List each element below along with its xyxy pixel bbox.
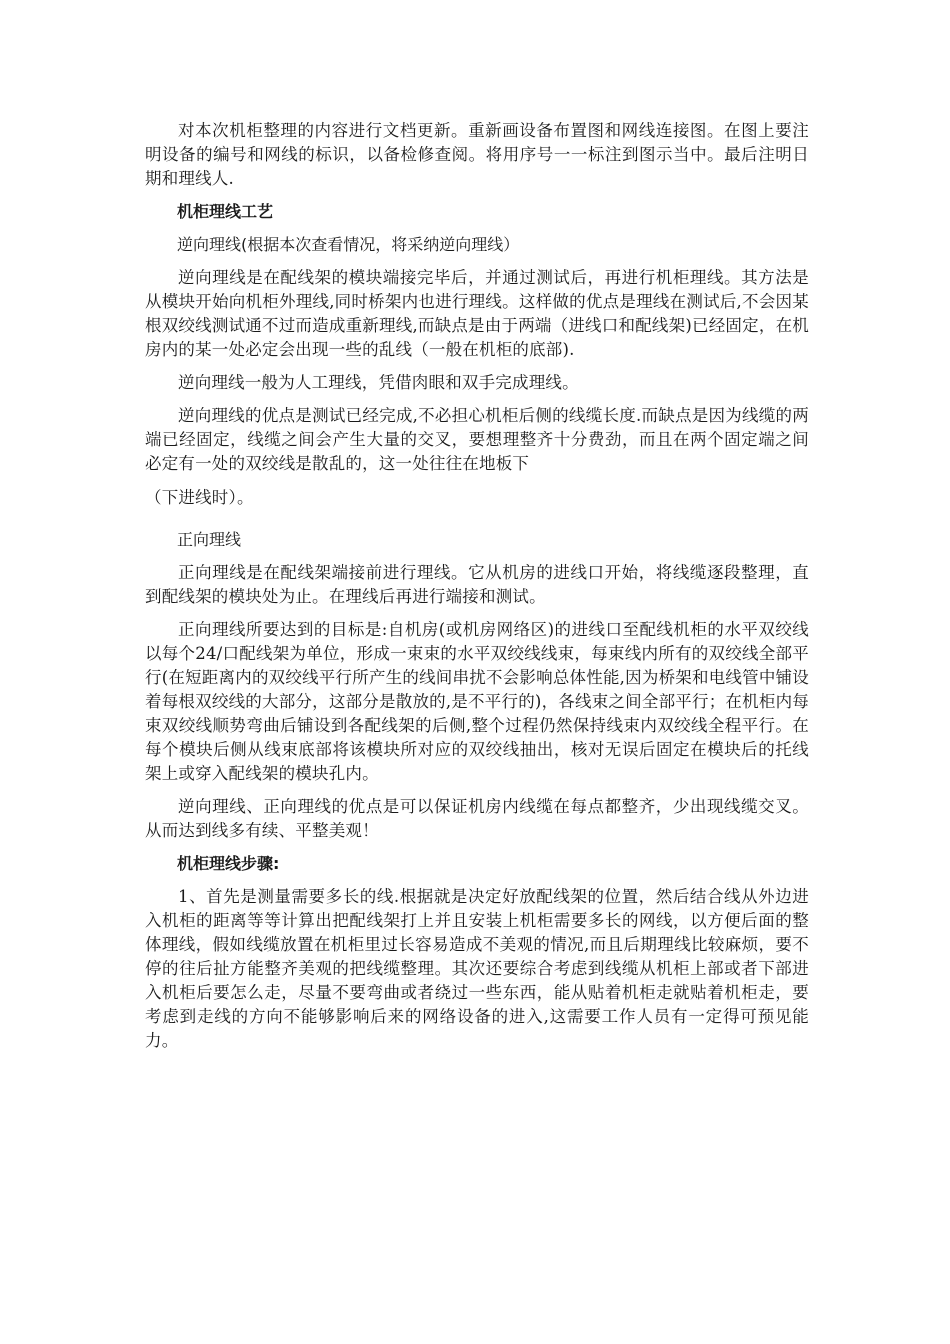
paragraph-forward-wiring-definition: 正向理线是在配线架端接前进行理线。它从机房的进线口开始，将线缆逐段整理，直到配线架的模块处为止。在理线后再进行端接和测试。 (145, 563, 809, 606)
heading-cabinet-wiring-steps: 机柜理线步骤: (177, 854, 280, 873)
paragraph-continuation: （下进线时）。 (145, 488, 254, 507)
heading-cabinet-wiring-process: 机柜理线工艺 (177, 202, 274, 221)
paragraph-wiring-advantages: 逆向理线、正向理线的优点是可以保证机房内线缆在每点都整齐，少出现线缆交叉。从而达到线多有续、平整美观！ (145, 797, 809, 840)
paragraph-doc-update: 对本次机柜整理的内容进行文档更新。重新画设备布置图和网线连接图。在图上要注明设备的编号和网线的标识，以备检修查阅。将用序号一一标注到图示当中。最后注明日期和理线人. (145, 121, 809, 188)
paragraph-reverse-wiring-manual: 逆向理线一般为人工理线，凭借肉眼和双手完成理线。 (178, 373, 579, 392)
subheading-forward-wiring: 正向理线 (177, 530, 242, 549)
paragraph-reverse-wiring-definition: 逆向理线是在配线架的模块端接完毕后，并通过测试后，再进行机柜理线。其方法是从模块开始向机柜外理线,同时桥架内也进行理线。这样做的优点是理线在测试后,不会因某根双绞线测试通不过而造成重新理线,而缺点是由于两端（进线口和配线架)已经固定，在机房内的某一处必定会出现一些的乱线（一般在机柜的底部). (145, 268, 809, 359)
paragraph-forward-wiring-goal: 正向理线所要达到的目标是:自机房(或机房网络区)的进线口至配线机柜的水平双绞线以每个24/口配线架为单位，形成一束束的水平双绞线线束，每束线内所有的双绞线全部平行(在短距离内的双绞线平行所产生的线间串扰不会影响总体性能,因为桥架和电线管中铺设着每根双绞线的大部分，这部分是散放的,是不平行的)，各线束之间全部平行；在机柜内每束双绞线顺势弯曲后铺设到各配线架的后侧,整个过程仍然保持线束内双绞线全程平行。在每个模块后侧从线束底部将该模块所对应的双绞线抽出，核对无误后固定在模块后的托线架上或穿入配线架的模块孔内。 (145, 620, 809, 783)
subheading-reverse-wiring: 逆向理线(根据本次查看情况，将采纳逆向理线） (177, 235, 520, 254)
document-page (145, 119, 809, 1062)
paragraph-step-1: 1、首先是测量需要多长的线.根据就是决定好放配线架的位置，然后结合线从外边进入机柜的距离等等计算出把配线架打上并且安装上机柜需要多长的网线，以方便后面的整体理线，假如线缆放置在机柜里过长容易造成不美观的情况,而且后期理线比较麻烦，要不停的往后扯方能整齐美观的把线缆整理。其次还要综合考虑到线缆从机柜上部或者下部进入机柜后要怎么走，尽量不要弯曲或者绕过一些东西，能从贴着机柜走就贴着机柜走，要考虑到走线的方向不能够影响后来的网络设备的进入,这需要工作人员有一定得可预见能力。 (145, 887, 809, 1050)
paragraph-reverse-wiring-pros-cons: 逆向理线的优点是测试已经完成,不必担心机柜后侧的线缆长度.而缺点是因为线缆的两端已经固定，线缆之间会产生大量的交叉，要想理整齐十分费劲，而且在两个固定端之间必定有一处的双绞线是散乱的，这一处往往在地板下 (145, 406, 809, 473)
